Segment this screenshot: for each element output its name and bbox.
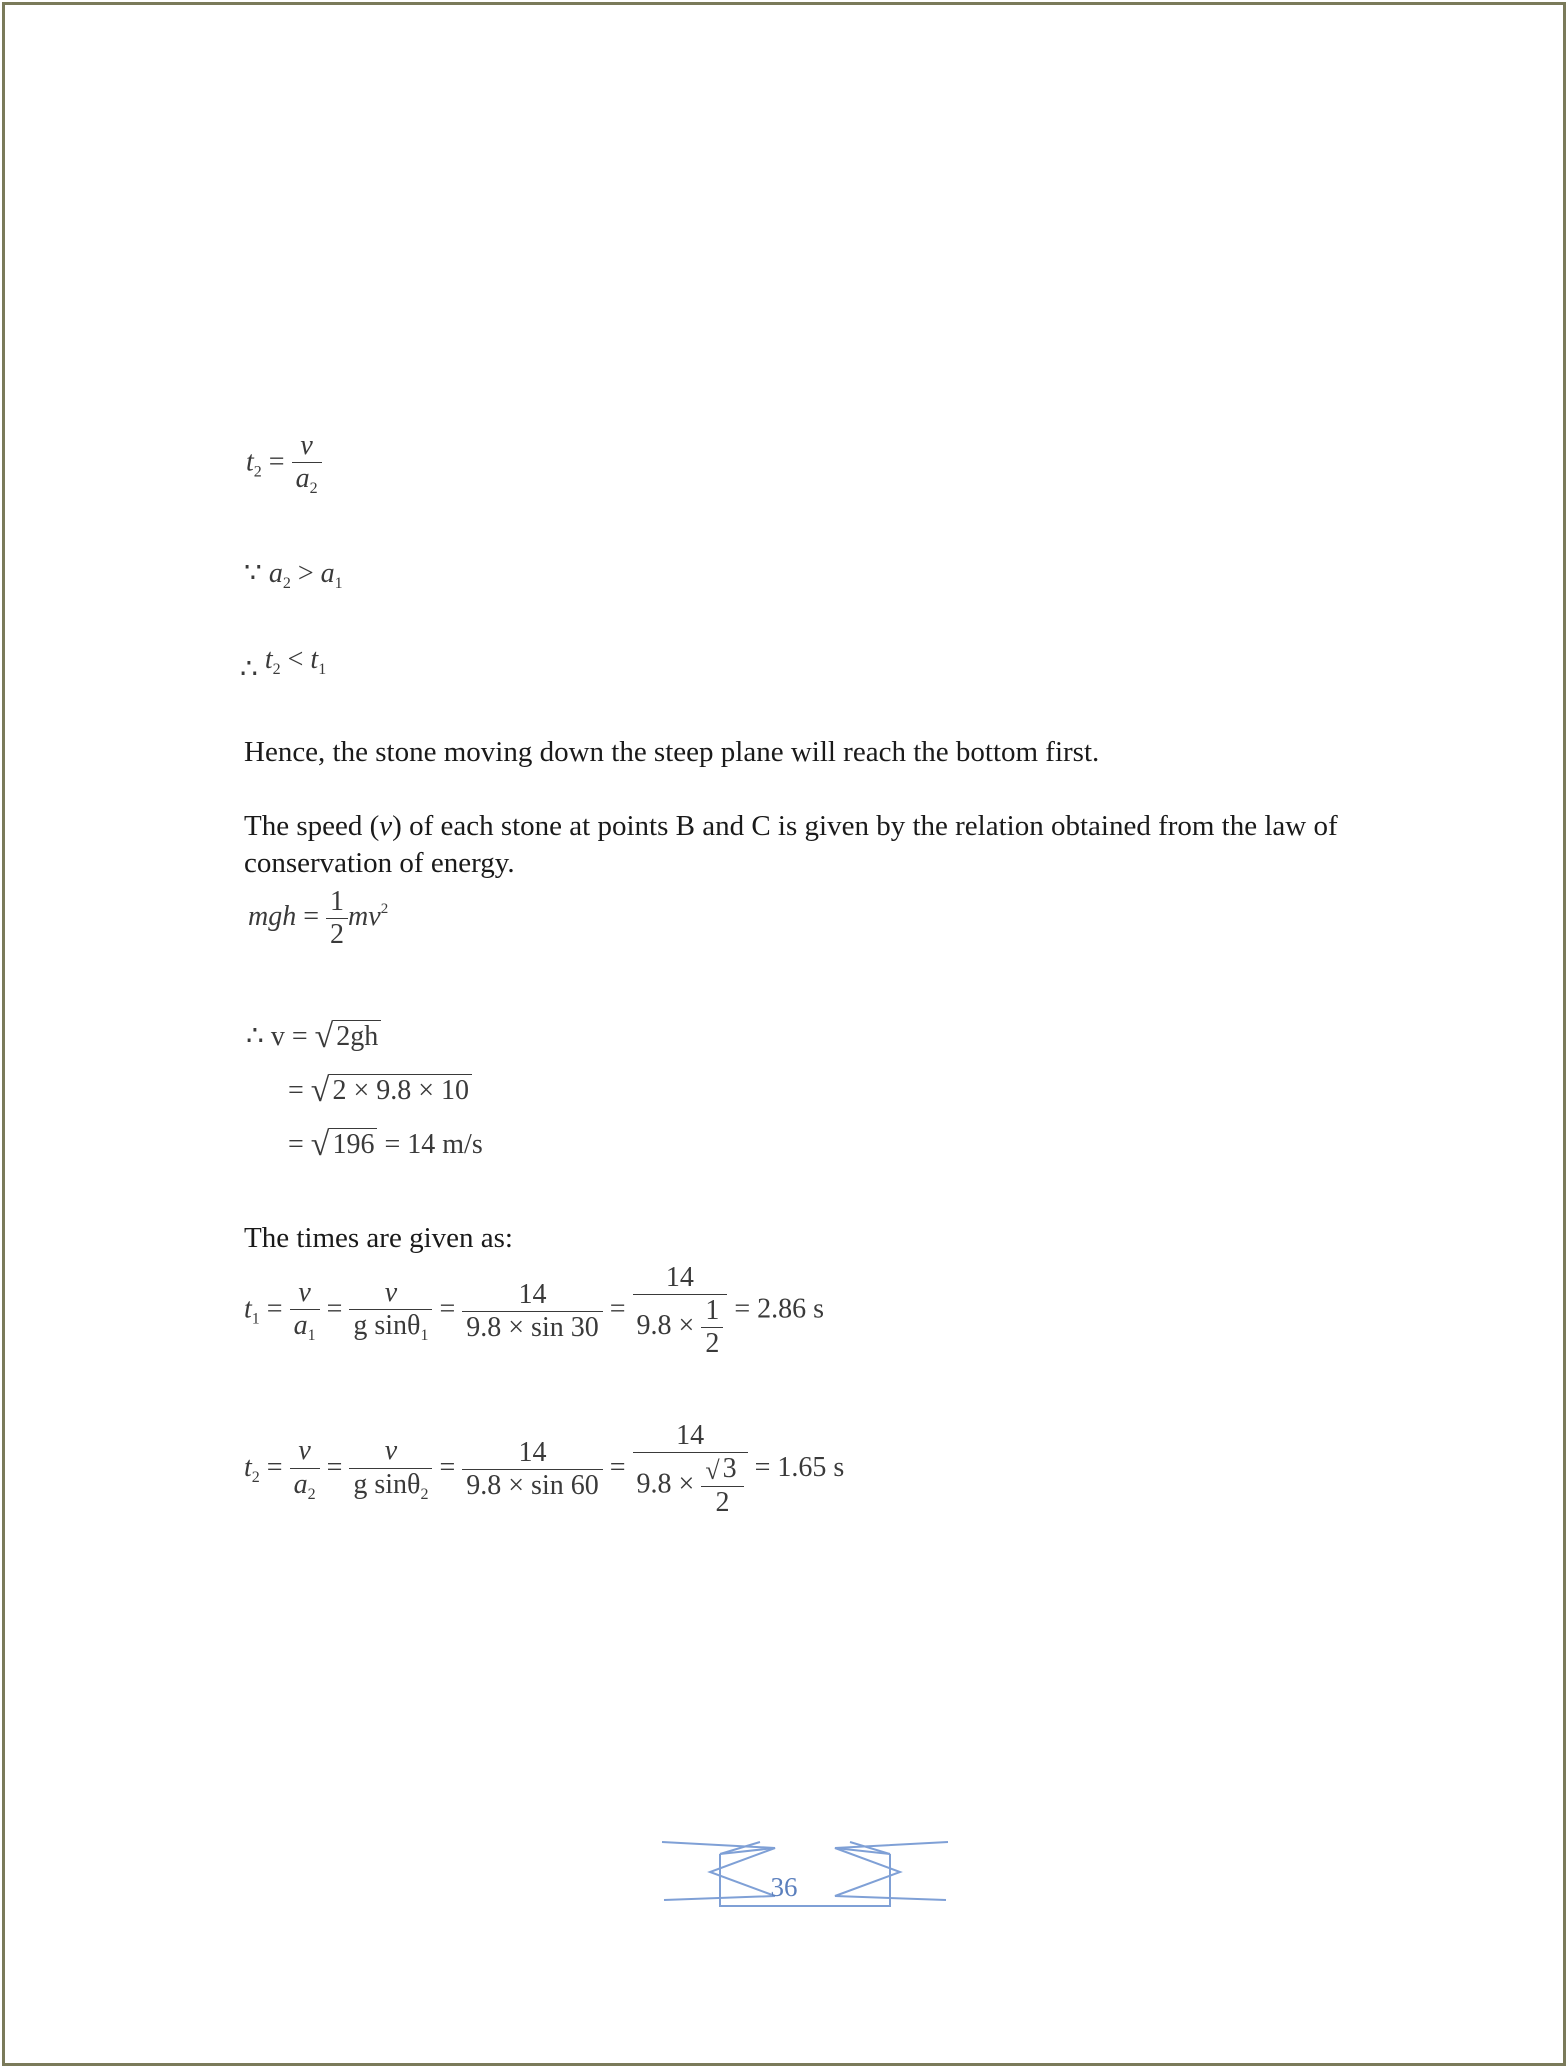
equation-speed-line-3: = √ 196 = 14 m/s <box>288 1126 483 1163</box>
equation-speed-line-2: = √ 2 × 9.8 × 10 <box>288 1072 472 1110</box>
equation-energy-conservation: mgh = $\frac{1}{2}$ $mv^2$ <box>248 886 389 951</box>
paragraph-conclusion: Hence, the stone moving down the steep plane will reach the bottom first. <box>244 736 1100 768</box>
equation-time-comparison: ∴ $t_2 < t_1$ <box>240 644 327 685</box>
equation-time-t2: $t_2$ = $\frac{v}{a_2}$ = $\frac{v}{g \sin\theta_2}$ = $\frac{14}{9.8 \times \sin 60}$ = 14 9.8 × $\frac{√ 3}{2}$ = 1.65 s <box>244 1420 845 1519</box>
equation-time-t1: $t_1$ = $\frac{v}{a_1}$ = $\frac{v}{g \sin\theta_1}$ = $\frac{14}{9.8 \times \sin 30}$ = 14 9.8 × $\frac{1}{2}$ = 2.86 s <box>244 1262 825 1360</box>
page-number: 36 <box>770 1872 798 1902</box>
page-border <box>2 2 1566 2066</box>
paragraph-speed-relation: The speed (v) of each stone at points B and C is given by the relation obtained from the law of conservation of energy. <box>244 810 1338 879</box>
paragraph-times-intro: The times are given as: <box>244 1222 513 1254</box>
equation-acceleration-comparison: ∵ $a_2 > a_1$ <box>244 558 343 592</box>
equation-speed-line-1: ∴ v = √ 2gh <box>246 1018 381 1056</box>
equation-t2-definition: $t_2$ = $\frac{v}{a_2}$ <box>246 430 322 499</box>
